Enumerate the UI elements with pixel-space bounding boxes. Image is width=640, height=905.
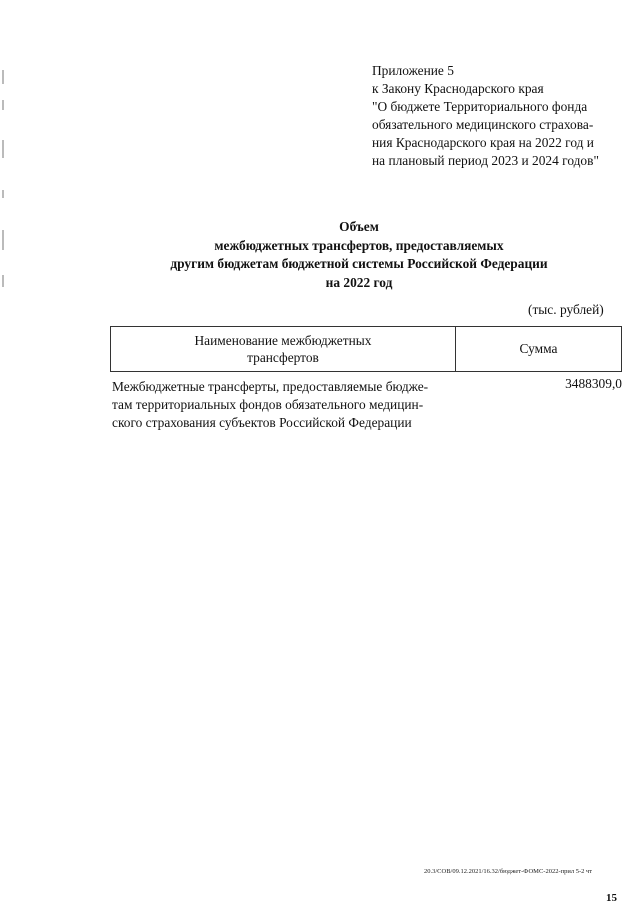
appendix-line: на плановый период 2023 и 2024 годов" bbox=[372, 153, 599, 168]
appendix-line: к Закону Краснодарского края bbox=[372, 81, 544, 96]
title-line: межбюджетных трансфертов, предоставляемых bbox=[214, 237, 504, 253]
page-number: 15 bbox=[606, 892, 617, 904]
title-line: другим бюджетам бюджетной системы Российской Федерации bbox=[170, 256, 548, 271]
scan-margin-marks bbox=[2, 70, 6, 300]
appendix-line: "О бюджете Территориального фонда bbox=[372, 99, 588, 114]
table-row-sum: 3488309,0 bbox=[565, 376, 622, 391]
header-sum-cell: Сумма bbox=[519, 341, 558, 356]
header-name-cell bbox=[111, 327, 456, 371]
table-row-name bbox=[112, 378, 462, 432]
header-name-line: трансфертов bbox=[247, 350, 319, 365]
appendix-line: ния Краснодарского края на 2022 год и bbox=[372, 135, 594, 150]
row-name-line: ского страхования субъектов Российской Федерации bbox=[112, 415, 412, 430]
row-name-line: там территориальных фондов обязательного медицин- bbox=[112, 397, 424, 412]
appendix-line: Приложение 5 bbox=[372, 63, 454, 78]
title-line: Объем bbox=[339, 219, 379, 234]
appendix-line: обязательного медицинского страхова- bbox=[372, 117, 594, 132]
document-title bbox=[120, 218, 598, 292]
units-label: (тыс. рублей) bbox=[528, 302, 604, 317]
footer-file-path: 20.3/СОВ/09.12.2021/16.32/бюджет-ФОМС-2022-прил 5-2 чт bbox=[424, 868, 593, 875]
appendix-block bbox=[372, 62, 622, 170]
row-name-line: Межбюджетные трансферты, предоставляемые бюдже- bbox=[112, 379, 429, 394]
header-name-line: Наименование межбюджетных bbox=[194, 333, 372, 348]
table-header bbox=[110, 326, 622, 372]
title-line: на 2022 год bbox=[325, 274, 393, 290]
